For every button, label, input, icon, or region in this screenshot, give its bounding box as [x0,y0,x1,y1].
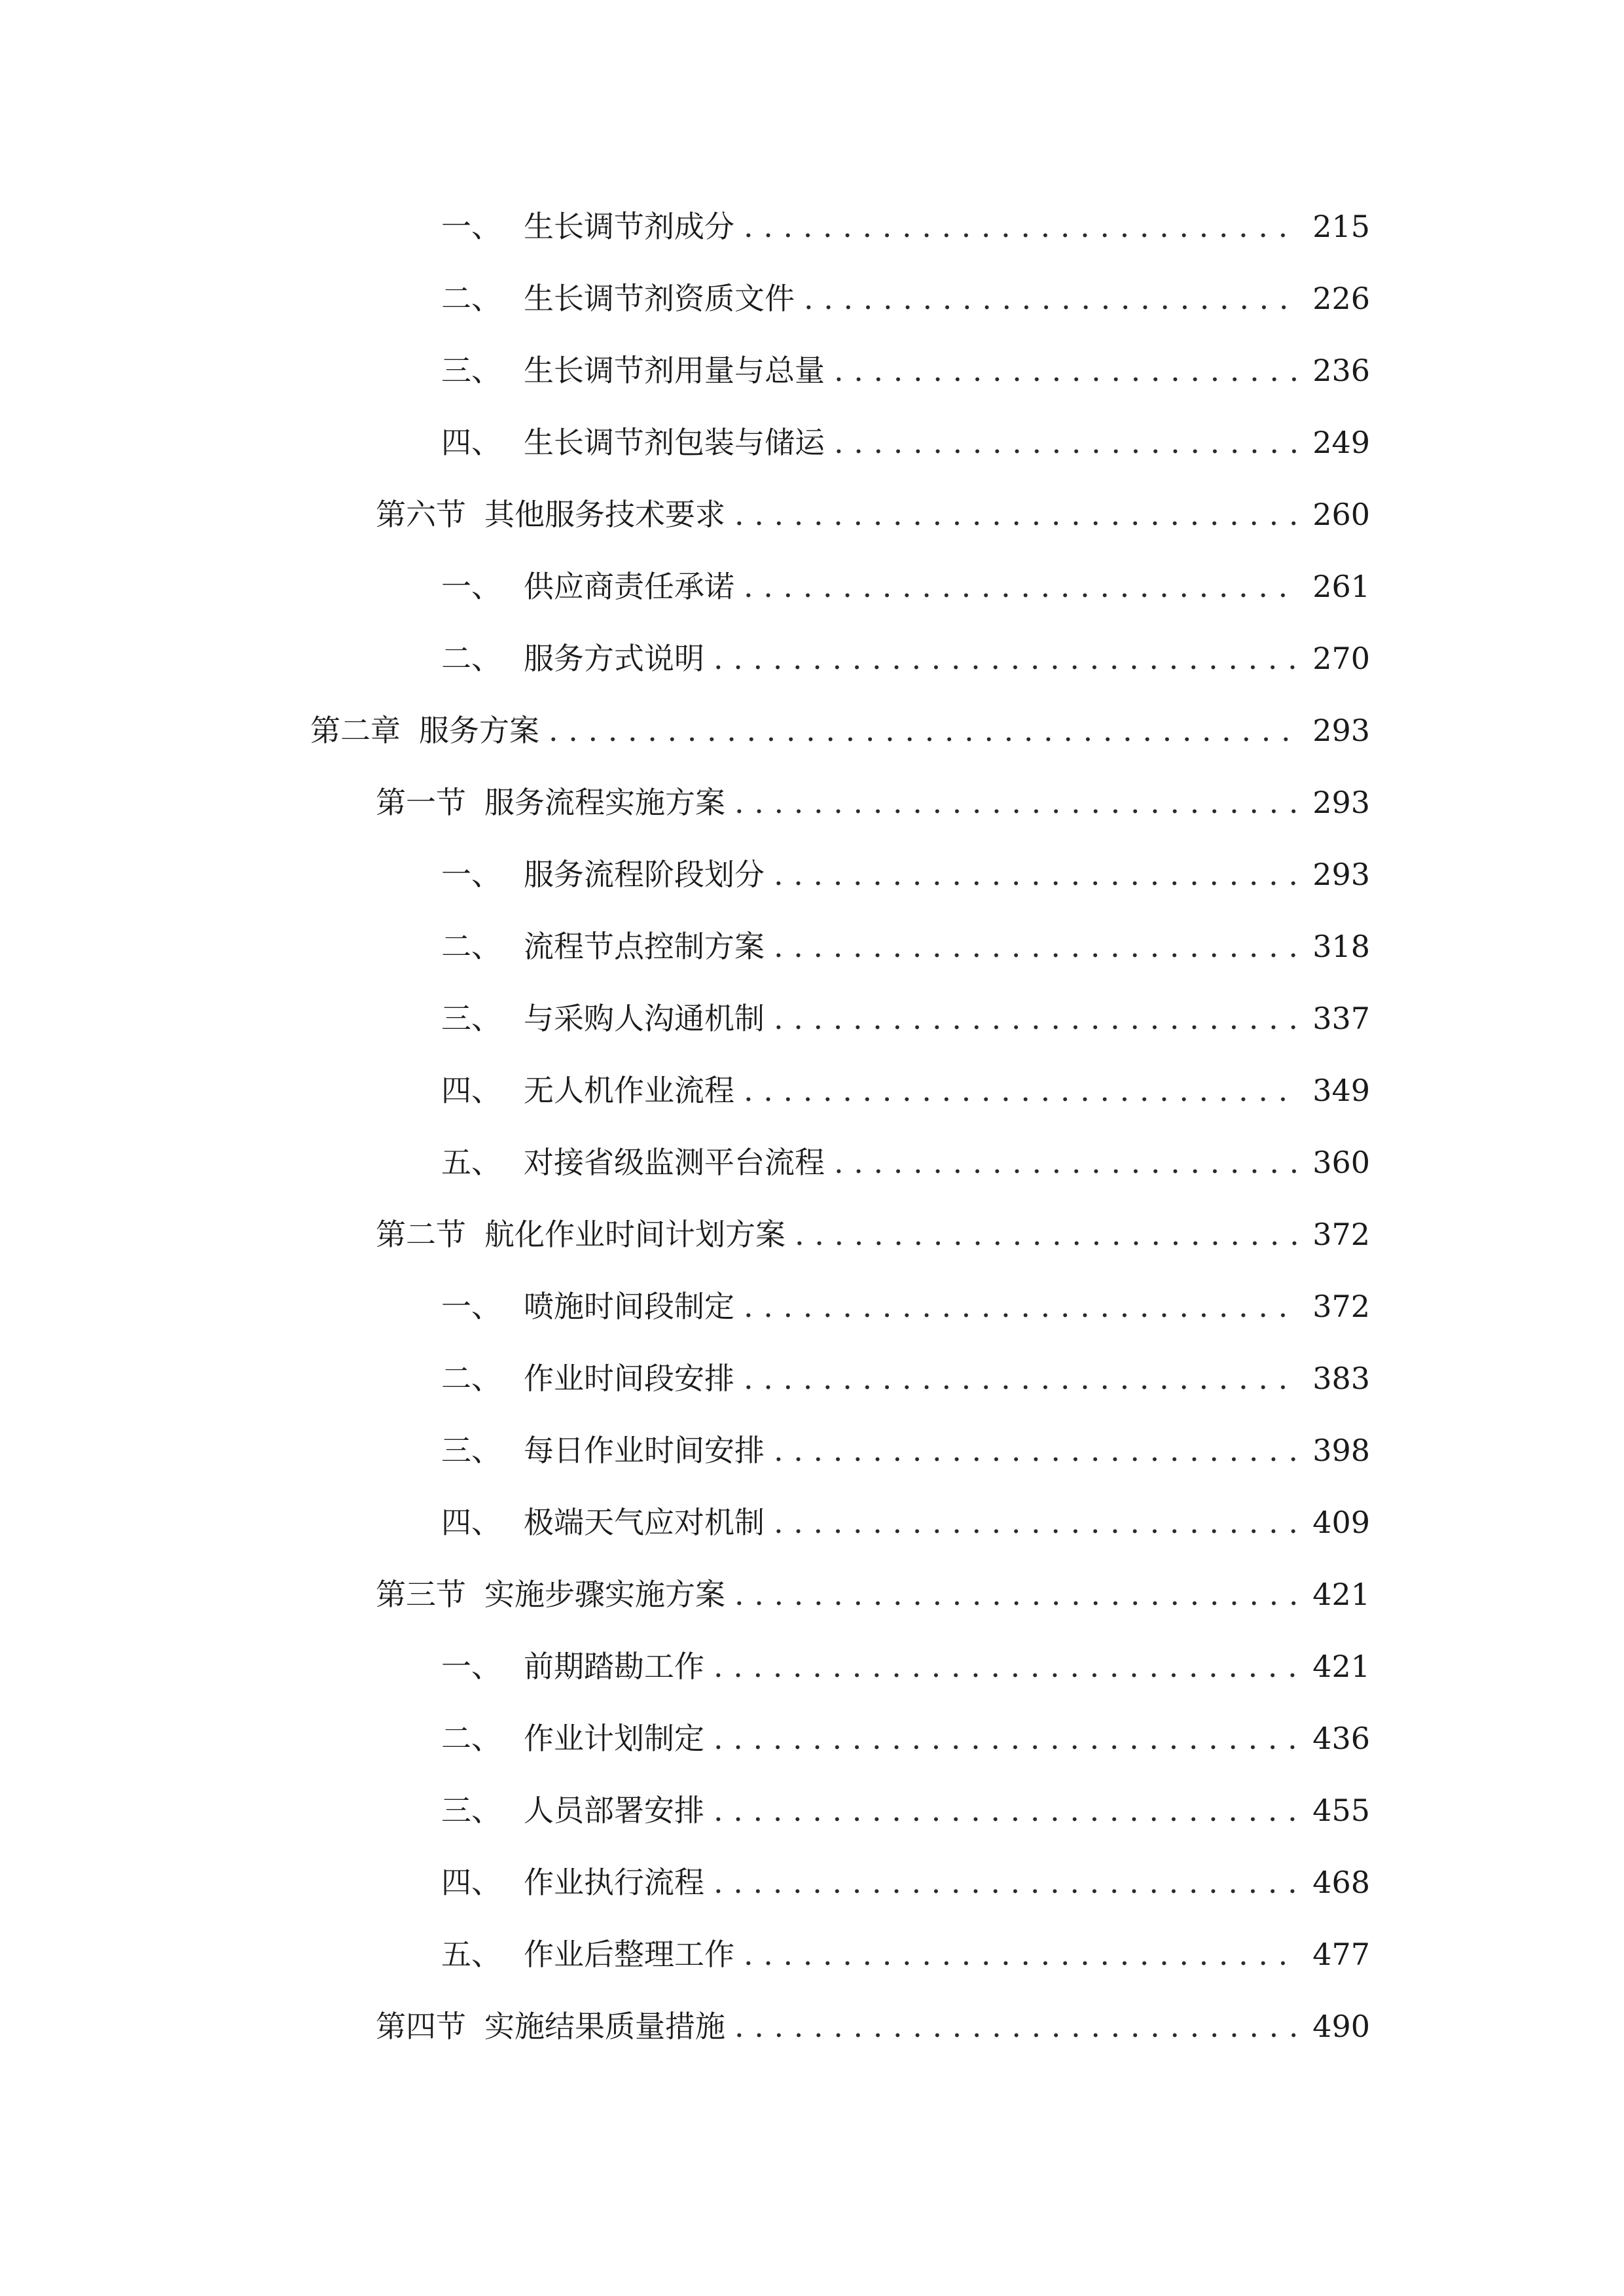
toc-entry-page: 409 [1312,1505,1370,1540]
toc-entry-number: 五、 [441,1145,501,1180]
toc-entry-page: 270 [1312,641,1370,676]
toc-entry-page: 261 [1312,569,1370,604]
toc-entry-number: 四、 [441,425,501,460]
toc-entry[interactable] [441,1712,1370,1765]
toc-entry-number: 第三节 [376,1577,466,1612]
toc-entry-page: 236 [1312,353,1370,388]
toc-entry[interactable] [441,848,1370,901]
dot-leader [734,488,1298,541]
dot-leader [834,1136,1298,1189]
toc-entry-page: 337 [1312,1001,1370,1036]
toc-entry[interactable] [441,1640,1370,1693]
toc-entry[interactable] [441,344,1370,397]
dot-leader [734,1568,1298,1621]
toc-entry-number: 二、 [441,1361,501,1396]
toc-entry-page: 398 [1312,1433,1370,1468]
toc-entry[interactable] [310,704,1370,757]
dot-leader [774,992,1298,1045]
dot-leader [549,704,1298,757]
toc-entry-title: 流程节点控制方案 [524,929,765,964]
toc-entry-number: 第六节 [376,497,466,532]
dot-leader [744,1352,1298,1405]
dot-leader [744,1280,1298,1333]
toc-entry[interactable] [441,920,1370,973]
toc-entry-number: 一、 [441,209,501,244]
toc-entry-page: 318 [1312,929,1370,964]
toc-entry-title: 服务流程阶段划分 [524,857,765,892]
toc-entry-number: 三、 [441,1433,501,1468]
toc-entry-title: 生长调节剂成分 [524,209,734,244]
toc-entry-page: 360 [1312,1145,1370,1180]
dot-leader [734,2000,1298,2053]
dot-leader [834,344,1298,397]
dot-leader [834,416,1298,469]
toc-entry-title: 服务方案 [419,713,539,748]
toc-entry-title: 实施结果质量措施 [484,2009,725,2044]
toc-entry-number: 第四节 [376,2009,466,2044]
dot-leader [744,1928,1298,1981]
toc-entry-title: 每日作业时间安排 [524,1433,765,1468]
toc-entry-number: 一、 [441,569,501,604]
toc-entry[interactable] [376,488,1370,541]
dot-leader [774,920,1298,973]
dot-leader [734,776,1298,829]
dot-leader [713,1784,1298,1837]
toc-entry-number: 二、 [441,1721,501,1756]
toc-entry-title: 前期踏勘工作 [524,1649,704,1684]
toc-entry[interactable] [441,1064,1370,1117]
dot-leader [774,1424,1298,1477]
toc-entry-number: 一、 [441,857,501,892]
dot-leader [795,1208,1298,1261]
toc-entry-title: 作业执行流程 [524,1865,704,1900]
toc-entry-title: 生长调节剂包装与储运 [524,425,825,460]
toc-entry-page: 421 [1312,1649,1370,1684]
dot-leader [774,1496,1298,1549]
toc-entry-page: 372 [1312,1289,1370,1324]
toc-entry[interactable] [441,1280,1370,1333]
toc-entry-title: 航化作业时间计划方案 [484,1217,785,1252]
dot-leader [744,200,1298,253]
toc-entry-page: 372 [1312,1217,1370,1252]
toc-entry[interactable] [441,1352,1370,1405]
toc-entry-title: 极端天气应对机制 [524,1505,765,1540]
toc-entry-title: 实施步骤实施方案 [484,1577,725,1612]
toc-entry-page: 226 [1312,281,1370,316]
toc-entry-page: 293 [1312,713,1370,748]
toc-entry[interactable] [441,1856,1370,1909]
toc-entry-number: 一、 [441,1649,501,1684]
toc-entry[interactable] [441,272,1370,325]
toc-entry[interactable] [441,1496,1370,1549]
toc-entry-title: 无人机作业流程 [524,1073,734,1108]
toc-entry-title: 对接省级监测平台流程 [524,1145,825,1180]
toc-entry-title: 与采购人沟通机制 [524,1001,765,1036]
dot-leader [713,1712,1298,1765]
toc-entry-number: 三、 [441,353,501,388]
toc-entry-number: 四、 [441,1865,501,1900]
dot-leader [744,560,1298,613]
toc-entry-page: 455 [1312,1793,1370,1828]
toc-entry-page: 383 [1312,1361,1370,1396]
toc-entry-title: 作业后整理工作 [524,1937,734,1972]
dot-leader [804,272,1298,325]
toc-entry-page: 260 [1312,497,1370,532]
toc-entry-number: 第一节 [376,785,466,820]
toc-entry-page: 436 [1312,1721,1370,1756]
toc-entry-number: 三、 [441,1793,501,1828]
toc-entry-page: 421 [1312,1577,1370,1612]
toc-entry[interactable] [441,1136,1370,1189]
toc-entry-title: 服务方式说明 [524,641,704,676]
toc-entry[interactable] [376,1568,1370,1621]
toc-entry-title: 喷施时间段制定 [524,1289,734,1324]
toc-entry[interactable] [441,200,1370,253]
toc-entry[interactable] [441,1784,1370,1837]
toc-entry-number: 四、 [441,1073,501,1108]
toc-entry-number: 第二章 [310,713,401,748]
toc-entry-page: 349 [1312,1073,1370,1108]
dot-leader [744,1064,1298,1117]
toc-entry-number: 四、 [441,1505,501,1540]
toc-entry[interactable] [376,1208,1370,1261]
toc-entry-number: 第二节 [376,1217,466,1252]
toc-entry[interactable] [441,416,1370,469]
toc-entry-page: 468 [1312,1865,1370,1900]
toc-entry-page: 477 [1312,1937,1370,1972]
toc-entry-number: 三、 [441,1001,501,1036]
toc-entry[interactable] [376,2000,1370,2053]
toc-entry-number: 一、 [441,1289,501,1324]
toc-entry-title: 作业计划制定 [524,1721,704,1756]
toc-entry[interactable] [376,776,1370,829]
dot-leader [713,1856,1298,1909]
dot-leader [774,848,1298,901]
toc-entry-title: 生长调节剂用量与总量 [524,353,825,388]
dot-leader [713,1640,1298,1693]
toc-entry-title: 人员部署安排 [524,1793,704,1828]
toc-entry-page: 293 [1312,785,1370,820]
toc-entry-number: 二、 [441,281,501,316]
toc-entry-page: 490 [1312,2009,1370,2044]
toc-entry-page: 293 [1312,857,1370,892]
toc-entry[interactable] [441,992,1370,1045]
toc-entry-number: 二、 [441,929,501,964]
toc-entry[interactable] [441,1424,1370,1477]
toc-entry[interactable] [441,1928,1370,1981]
toc-entry-title: 服务流程实施方案 [484,785,725,820]
toc-entry[interactable] [441,632,1370,685]
dot-leader [713,632,1298,685]
toc-entry[interactable] [441,560,1370,613]
toc-entry-title: 供应商责任承诺 [524,569,734,604]
toc-entry-number: 五、 [441,1937,501,1972]
toc-entry-number: 二、 [441,641,501,676]
toc-entry-title: 其他服务技术要求 [484,497,725,532]
toc-entry-page: 249 [1312,425,1370,460]
toc-entry-title: 作业时间段安排 [524,1361,734,1396]
toc-entry-title: 生长调节剂资质文件 [524,281,795,316]
toc-entry-page: 215 [1312,209,1370,244]
